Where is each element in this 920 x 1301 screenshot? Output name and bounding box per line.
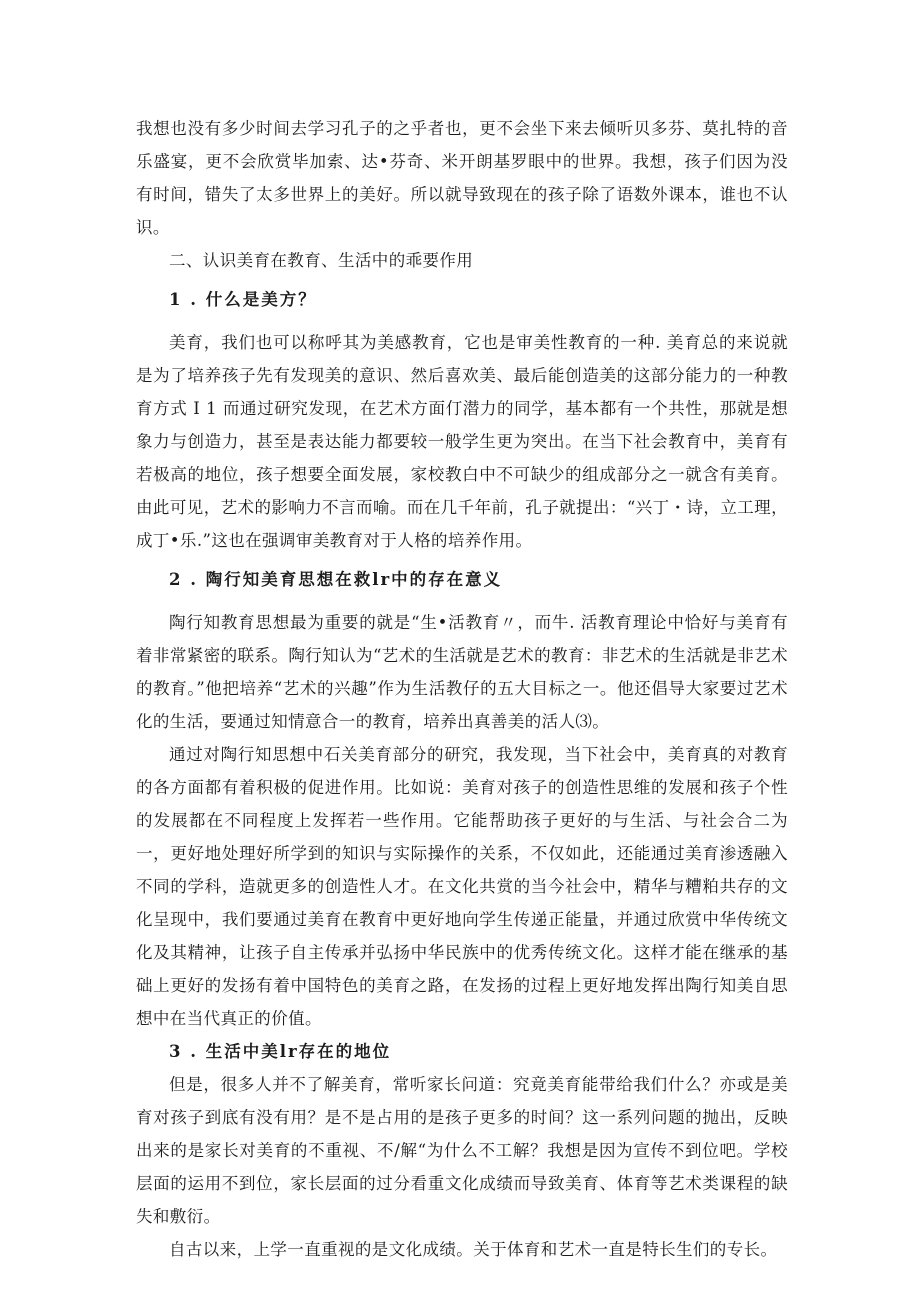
paragraph-life-education: 陶行知教育思想最为重要的就是“生•活教育〃，而牛. 活教育理论中恰好与美育有着非常紧密的联系。陶行知认为“艺术的生活就是艺术的教育：非艺术的生活就是非艺术的教育。”他把培养“艺术的兴趣”作为生活教仔的五大目标之一。他还倡导大家要过艺术化的生活，要通过知情意合一的教育，培养出真善美的活人⑶。: [136, 613, 788, 731]
paragraph-academic-focus: 自古以来，上学一直重视的是文化成绩。关于体育和艺术一直是特长生们的专长。: [169, 1240, 778, 1259]
subheading-what-is-aesthetic-education: 1 . 什么是美方？: [169, 290, 317, 309]
paragraph-parent-questions: 但是，很多人并不了解美育，常听家长问道：究竟美育能带给我们什么？亦或是美育对孩子到底有没有用？是不是占用的是孩子更多的时间？这一系列问题的抛出，反映出来的是家长对美育的不重视、不/解“为什么不工解？我想是因为宣传不到位吧。学校层面的运用不到位，家长层面的过分看重文化成绩而导致美育、体育等艺术类课程的缺失和敷衍。: [136, 1075, 788, 1226]
paragraph-intro: 我想也没有多少时间去学习孔子的之乎者也，更不会坐下来去倾听贝多芬、莫扎特的音乐盛宴，更不会欣赏毕加索、达•芬奇、米开朗基罗眼中的世界。我想，孩子们因为没有时间，错失了太多世界上的美好。所以就导致现在的孩子除了语数外课本，谁也不认识。: [136, 119, 788, 237]
paragraph-research-findings: 通过对陶行知思想中石关美育部分的研究，我发现，当下社会中，美育真的对教育的各方面都有着积极的促进作用。比如说：美育对孩子的创造性思维的发展和孩子个性的发展都在不同程度上发挥若一些作用。它能帮助孩子更好的与生活、与社会合二为一，更好地处理好所学到的知识与实际操作的关系，不仅如此，还能通过美育渗透融入不同的学科，造就更多的创造性人才。在文化共赏的当今社会中，精华与糟粕共存的文化呈现中，我们要通过美育在教育中更好地向学生传递正能量，并通过欣赏中华传统文化及其精神，让孩子自主传承并弘扬中华民族中的优秀传统文化。这样才能在继承的基础上更好的发扬有着中国特色的美育之路，在发扬的过程上更好地发挥出陶行知美自思想中在当代真正的价值。: [136, 745, 788, 1028]
paragraph-aesthetic-definition: 美育，我们也可以称呼其为美感教育，它也是审美性教育的一种. 美育总的来说就是为了培养孩子先有发现美的意识、然后喜欢美、最后能创造美的这部分能力的一种教育方式 I 1 而通过研究发现，在艺术方面仃潜力的同学，基本都有一个共性，那就是想象力与创造力，甚至是表达能力都要较一般学生更为突出。在当下社会教育中，美育有若极高的地位，孩子想要全面发展，家校教白中不可缺少的组成部分之一就含有美育。由此可见，艺术的影响力不言而喻。而在几千年前，孔子就提出：“兴丁・诗，立工理，成丁•乐.”这也在强调审美教育对于人格的培养作用。: [136, 333, 788, 550]
document-body: [136, 112, 788, 1266]
section-title-2: 二、认识美育在教育、生活中的乖要作用: [169, 251, 474, 270]
subheading-status-in-life: 3 . 生活中美lr存在的地位: [169, 1042, 392, 1061]
subheading-tao-xingzhi-significance: 2 . 陶行知美育思想在救lr中的存在意义: [169, 570, 503, 589]
